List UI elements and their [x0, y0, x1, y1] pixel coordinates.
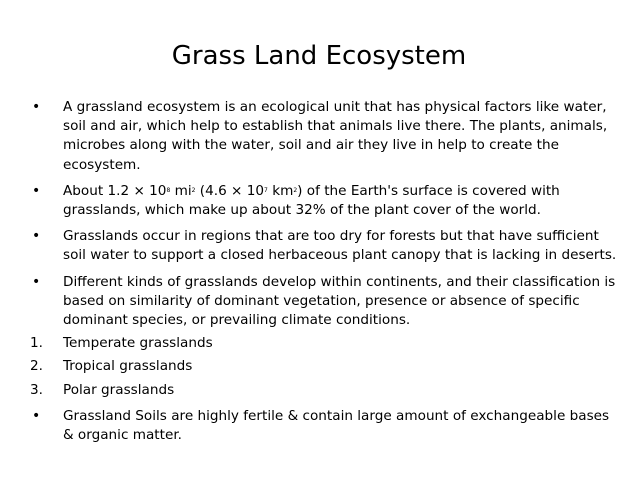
bullet-item-occurrence: [30, 227, 620, 265]
exponent: 2: [191, 186, 196, 194]
list-number: 2.: [30, 358, 43, 375]
exponent: 7: [264, 186, 268, 194]
exponent: 8: [166, 186, 171, 194]
bullet-text: Grasslands occur in regions that are too dry for forests but that have sufficient soil water to support a closed herbaceous plant canopy that is lacking in deserts.: [63, 228, 617, 264]
bullet-item-soils: [30, 407, 620, 445]
bullet-marker: •: [32, 273, 41, 290]
slide-title: Grass Land Ecosystem: [171, 41, 467, 71]
list-number: 1.: [30, 335, 43, 352]
bullet-item-area: [30, 182, 620, 220]
bullet-marker: •: [32, 228, 41, 245]
bullet-item-definition: [30, 98, 620, 175]
list-item-polar: [30, 381, 620, 400]
list-item-tropical: [30, 357, 620, 376]
bullet-marker: •: [32, 182, 41, 199]
list-text: Tropical grasslands: [63, 358, 193, 375]
bullet-text: Grassland Soils are highly fertile & contain large amount of exchangeable bases & organic matter.: [63, 407, 610, 444]
list-text: Temperate grasslands: [63, 335, 213, 352]
list-text: Polar grasslands: [63, 381, 175, 398]
bullet-marker: •: [32, 99, 41, 115]
exponent: 2: [293, 186, 298, 194]
bullet-text: About $1.2 \times 10^8$ $mi^2$ ($4.6 \times 10^7$ $km^2$) of the Earth's surface is covered with grasslands, which make up about 32% of the plant cover of the world.: [63, 182, 560, 219]
bullet-marker: •: [32, 407, 41, 424]
list-item-temperate: [30, 334, 620, 353]
bullet-text: A grassland ecosystem is an ecological unit that has physical factors like water, soil and air, which help to establish that animals live there. The plants, animals, microbes along with the water, soil and air they live in help to create the ecosystem.: [63, 99, 608, 173]
list-number: 3.: [30, 381, 43, 398]
bullet-text: Different kinds of grasslands develop within continents, and their classification is based on similarity of dominant vegetation, presence or absence of specific dominant species, or prevailing climate conditions.: [63, 273, 616, 329]
slide-content: [30, 98, 620, 445]
bullet-item-classification: [30, 273, 620, 331]
